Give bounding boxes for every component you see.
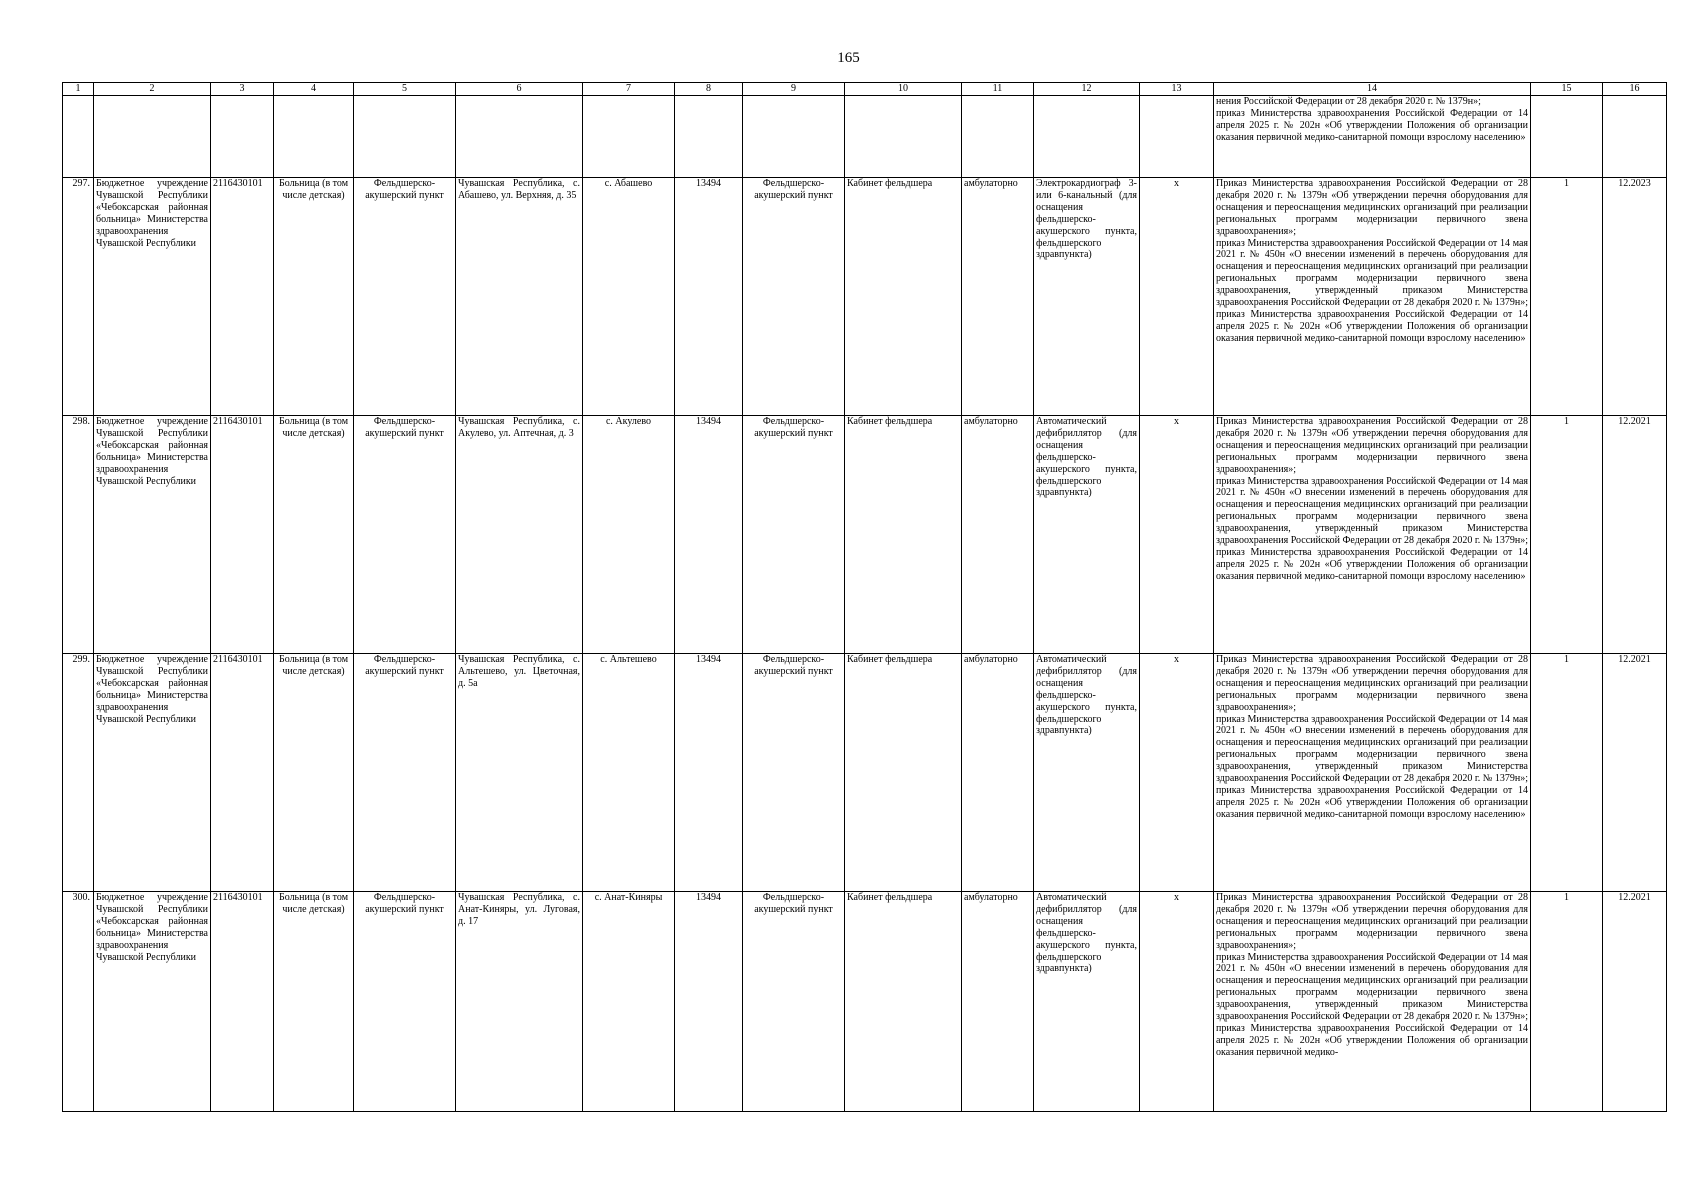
structural-unit: Фельдшерско-акушерский пункт — [354, 892, 456, 1112]
legal-paragraph: приказ Министерства здравоохранения Российской Федерации от 14 апреля 2025 г. № 202н «Об утверждении Положения об организации оказания первичной медико- — [1216, 1022, 1528, 1058]
column-number: 4 — [274, 83, 354, 96]
locality: с. Акулево — [583, 416, 675, 654]
organization-name: Бюджетное учреждение Чувашской Республики «Чебоксарская районная больница» Министерства здравоохранения Чувашской Республики — [94, 416, 211, 654]
legal-paragraph: Приказ Министерства здравоохранения Российской Федерации от 28 декабря 2020 г. № 1379н «Об утверждении перечня оборудования для оснащения и переоснащения медицинских организаций при реализации региональных программ модернизации первичного звена здравоохранения»; — [1216, 178, 1528, 237]
column-13-value: x — [1140, 416, 1214, 654]
organization-type: Больница (в том числе детская) — [274, 892, 354, 1112]
column-number: 14 — [1214, 83, 1531, 96]
room: Кабинет фельдшера — [845, 892, 962, 1112]
legal-basis — [1214, 178, 1531, 416]
legal-paragraph: приказ Министерства здравоохранения Российской Федерации от 14 апреля 2025 г. № 202н «Об утверждении Положения об организации оказания первичной медико-санитарной помощи взрослому населению» — [1216, 308, 1528, 344]
inn: 2116430101 — [211, 178, 274, 416]
legal-basis — [1214, 892, 1531, 1112]
address: Чувашская Республика, с. Альтешево, ул. Цветочная, д. 5а — [456, 654, 583, 892]
subunit: Фельдшерско-акушерский пункт — [743, 654, 845, 892]
legal-paragraph: приказ Министерства здравоохранения Российской Федерации от 14 апреля 2025 г. № 202н «Об утверждении Положения об организации оказания первичной медико-санитарной помощи взрослому населению» — [1216, 784, 1528, 820]
organization-type: Больница (в том числе детская) — [274, 178, 354, 416]
structural-unit: Фельдшерско-акушерский пункт — [354, 416, 456, 654]
quantity: 1 — [1531, 416, 1603, 654]
legal-basis — [1214, 416, 1531, 654]
quantity: 1 — [1531, 178, 1603, 416]
column-number: 8 — [675, 83, 743, 96]
column-number: 10 — [845, 83, 962, 96]
code: 13494 — [675, 654, 743, 892]
code: 13494 — [675, 416, 743, 654]
inn: 2116430101 — [211, 416, 274, 654]
column-13-value: x — [1140, 654, 1214, 892]
equipment-name: Автоматический дефибриллятор (для оснащения фельдшерско-акушерского пункта, фельдшерского здравпункта) — [1034, 416, 1140, 654]
row-number: 300. — [63, 892, 94, 1112]
column-number-row — [63, 83, 1667, 96]
row-number: 297. — [63, 178, 94, 416]
column-number: 13 — [1140, 83, 1214, 96]
column-13-value: x — [1140, 178, 1214, 416]
table-row — [63, 654, 1667, 892]
legal-paragraph: приказ Министерства здравоохранения Российской Федерации от 14 апреля 2025 г. № 202н «Об утверждении Положения об организации оказания первичной медико-санитарной помощи взрослому населению» — [1216, 546, 1528, 582]
subunit: Фельдшерско-акушерский пункт — [743, 892, 845, 1112]
structural-unit: Фельдшерско-акушерский пункт — [354, 178, 456, 416]
inn: 2116430101 — [211, 892, 274, 1112]
organization-name: Бюджетное учреждение Чувашской Республики «Чебоксарская районная больница» Министерства здравоохранения Чувашской Республики — [94, 892, 211, 1112]
room: Кабинет фельдшера — [845, 416, 962, 654]
code: 13494 — [675, 892, 743, 1112]
row-number: 298. — [63, 416, 94, 654]
legal-basis — [1214, 654, 1531, 892]
date: 12.2021 — [1603, 416, 1667, 654]
legal-paragraph: Приказ Министерства здравоохранения Российской Федерации от 28 декабря 2020 г. № 1379н «Об утверждении перечня оборудования для оснащения и переоснащения медицинских организаций при реализации региональных программ модернизации первичного звена здравоохранения»; — [1216, 654, 1528, 713]
structural-unit: Фельдшерско-акушерский пункт — [354, 654, 456, 892]
column-number: 7 — [583, 83, 675, 96]
date: 12.2021 — [1603, 654, 1667, 892]
locality: с. Абашево — [583, 178, 675, 416]
table-row — [63, 416, 1667, 654]
column-13-value: x — [1140, 892, 1214, 1112]
date: 12.2023 — [1603, 178, 1667, 416]
column-number: 1 — [63, 83, 94, 96]
column-number: 9 — [743, 83, 845, 96]
legal-paragraph: приказ Министерства здравоохранения Российской Федерации от 14 мая 2021 г. № 450н «О внесении изменений в перечень оборудования для оснащения и переоснащения медицинских организаций при реализации региональных программ модернизации первичного звена здравоохранения, утвержденный приказом Министерства здравоохранения Российской Федерации от 28 декабря 2020 г. № 1379н»; — [1216, 237, 1528, 309]
date: 12.2021 — [1603, 892, 1667, 1112]
column-number: 12 — [1034, 83, 1140, 96]
equipment-name: Электрокардиограф 3- или 6-канальный (для оснащения фельдшерско-акушерского пункта, фельдшерского здравпункта) — [1034, 178, 1140, 416]
address: Чувашская Республика, с. Акулево, ул. Аптечная, д. 3 — [456, 416, 583, 654]
care-mode: амбулаторно — [962, 178, 1034, 416]
legal-paragraph: приказ Министерства здравоохранения Российской Федерации от 14 мая 2021 г. № 450н «О внесении изменений в перечень оборудования для оснащения и переоснащения медицинских организаций при реализации региональных программ модернизации первичного звена здравоохранения, утвержденный приказом Министерства здравоохранения Российской Федерации от 28 декабря 2020 г. № 1379н»; — [1216, 475, 1528, 547]
organization-name: Бюджетное учреждение Чувашской Республики «Чебоксарская районная больница» Министерства здравоохранения Чувашской Республики — [94, 654, 211, 892]
equipment-register-table — [62, 82, 1667, 1112]
locality: с. Альтешево — [583, 654, 675, 892]
column-number: 16 — [1603, 83, 1667, 96]
care-mode: амбулаторно — [962, 892, 1034, 1112]
organization-type: Больница (в том числе детская) — [274, 654, 354, 892]
organization-name: Бюджетное учреждение Чувашской Республики «Чебоксарская районная больница» Министерства здравоохранения Чувашской Республики — [94, 178, 211, 416]
legal-paragraph: Приказ Министерства здравоохранения Российской Федерации от 28 декабря 2020 г. № 1379н «Об утверждении перечня оборудования для оснащения и переоснащения медицинских организаций при реализации региональных программ модернизации первичного звена здравоохранения»; — [1216, 416, 1528, 475]
inn: 2116430101 — [211, 654, 274, 892]
room: Кабинет фельдшера — [845, 178, 962, 416]
column-number: 5 — [354, 83, 456, 96]
row-number: 299. — [63, 654, 94, 892]
room: Кабинет фельдшера — [845, 654, 962, 892]
column-number: 11 — [962, 83, 1034, 96]
care-mode: амбулаторно — [962, 654, 1034, 892]
code: 13494 — [675, 178, 743, 416]
page-number: 165 — [837, 50, 860, 66]
legal-paragraph: приказ Министерства здравоохранения Российской Федерации от 14 мая 2021 г. № 450н «О внесении изменений в перечень оборудования для оснащения и переоснащения медицинских организаций при реализации региональных программ модернизации первичного звена здравоохранения, утвержденный приказом Министерства здравоохранения Российской Федерации от 28 декабря 2020 г. № 1379н»; — [1216, 951, 1528, 1023]
legal-basis-continuation — [1214, 96, 1531, 178]
legal-paragraph: нения Российской Федерации от 28 декабря 2020 г. № 1379н»; — [1216, 96, 1481, 107]
table-row — [63, 178, 1667, 416]
equipment-name: Автоматический дефибриллятор (для оснащения фельдшерско-акушерского пункта, фельдшерского здравпункта) — [1034, 654, 1140, 892]
quantity: 1 — [1531, 892, 1603, 1112]
column-number: 15 — [1531, 83, 1603, 96]
legal-paragraph: Приказ Министерства здравоохранения Российской Федерации от 28 декабря 2020 г. № 1379н «Об утверждении перечня оборудования для оснащения и переоснащения медицинских организаций при реализации региональных программ модернизации первичного звена здравоохранения»; — [1216, 892, 1528, 951]
column-number: 2 — [94, 83, 211, 96]
column-number: 3 — [211, 83, 274, 96]
organization-type: Больница (в том числе детская) — [274, 416, 354, 654]
subunit: Фельдшерско-акушерский пункт — [743, 178, 845, 416]
continuation-row — [63, 96, 1667, 178]
legal-paragraph: приказ Министерства здравоохранения Российской Федерации от 14 апреля 2025 г. № 202н «Об утверждении Положения об организации оказания первичной медико-санитарной помощи взрослому населению» — [1216, 107, 1528, 143]
legal-paragraph: приказ Министерства здравоохранения Российской Федерации от 14 мая 2021 г. № 450н «О внесении изменений в перечень оборудования для оснащения и переоснащения медицинских организаций при реализации региональных программ модернизации первичного звена здравоохранения, утвержденный приказом Министерства здравоохранения Российской Федерации от 28 декабря 2020 г. № 1379н»; — [1216, 713, 1528, 785]
table-row — [63, 892, 1667, 1112]
quantity: 1 — [1531, 654, 1603, 892]
care-mode: амбулаторно — [962, 416, 1034, 654]
address: Чувашская Республика, с. Анат-Киняры, ул. Луговая, д. 17 — [456, 892, 583, 1112]
locality: с. Анат-Киняры — [583, 892, 675, 1112]
column-number: 6 — [456, 83, 583, 96]
subunit: Фельдшерско-акушерский пункт — [743, 416, 845, 654]
address: Чувашская Республика, с. Абашево, ул. Верхняя, д. 35 — [456, 178, 583, 416]
equipment-name: Автоматический дефибриллятор (для оснащения фельдшерско-акушерского пункта, фельдшерского здравпункта) — [1034, 892, 1140, 1112]
